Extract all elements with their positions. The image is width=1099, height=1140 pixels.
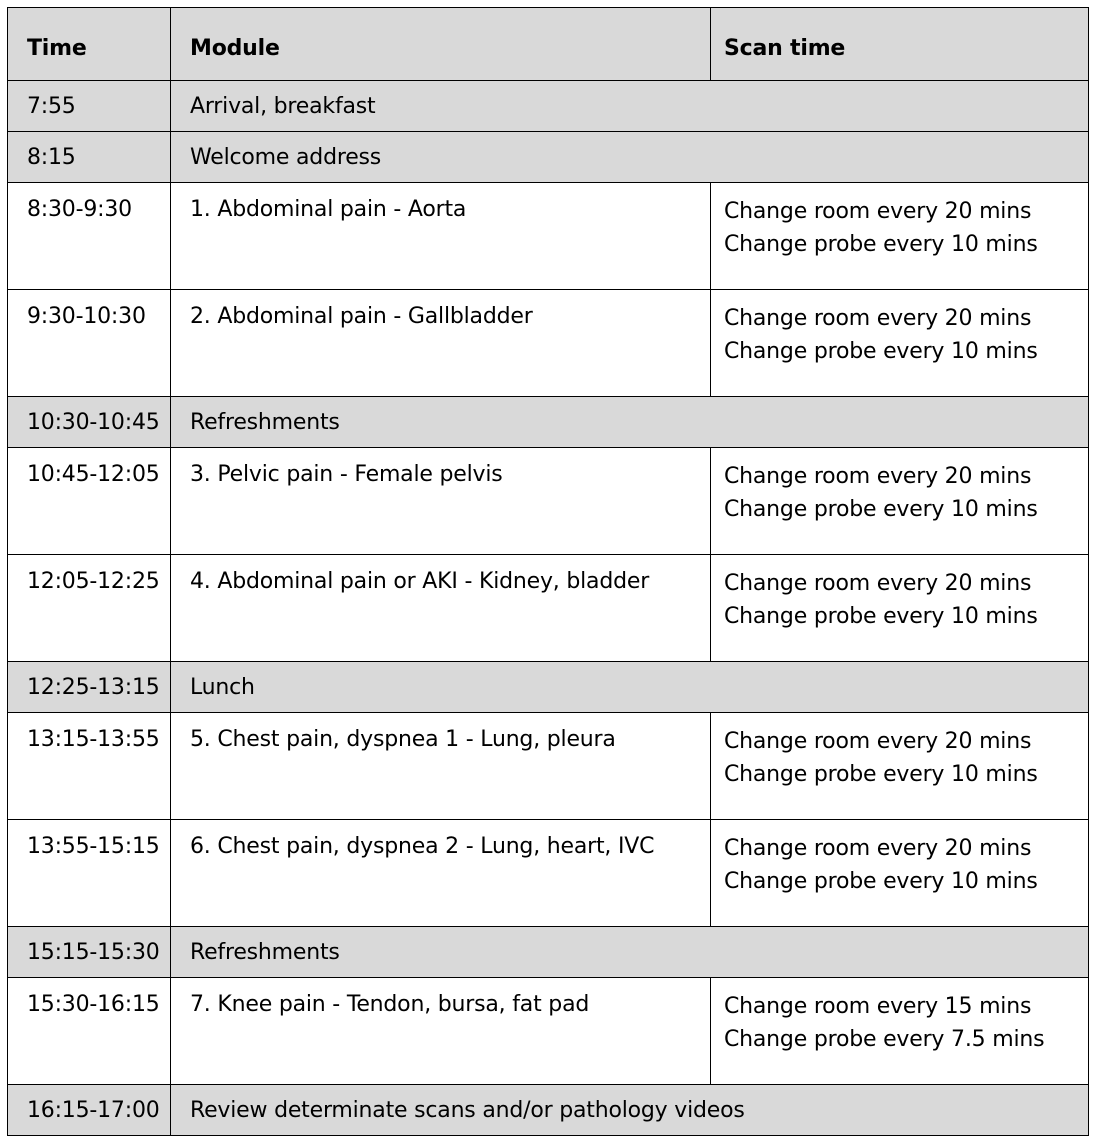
row-scan-time — [711, 290, 1089, 397]
table-header-row — [8, 8, 1089, 81]
row-time — [8, 132, 171, 183]
change-room-text: Change room every 20 mins — [724, 571, 1032, 596]
row-time — [8, 290, 171, 397]
change-probe-text: Change probe every 10 mins — [724, 339, 1038, 364]
module-row — [8, 820, 1089, 927]
break-row — [8, 927, 1089, 978]
break-label-text: Lunch — [190, 675, 255, 700]
row-module — [171, 290, 711, 397]
row-time — [8, 713, 171, 820]
row-break-label — [171, 81, 1089, 132]
row-break-label — [171, 397, 1089, 448]
change-room-text: Change room every 20 mins — [724, 306, 1032, 331]
row-break-label — [171, 662, 1089, 713]
break-row — [8, 662, 1089, 713]
module-text: 3. Pelvic pain - Female pelvis — [190, 462, 503, 487]
break-row — [8, 397, 1089, 448]
row-scan-time — [711, 978, 1089, 1085]
row-time — [8, 555, 171, 662]
time-text: 9:30-10:30 — [27, 304, 146, 329]
break-label-text: Welcome address — [190, 145, 382, 170]
change-probe-text: Change probe every 10 mins — [724, 869, 1038, 894]
change-room-text: Change room every 20 mins — [724, 729, 1032, 754]
change-probe-text: Change probe every 10 mins — [724, 762, 1038, 787]
module-row — [8, 183, 1089, 290]
schedule-table — [7, 7, 1089, 1136]
module-text: 5. Chest pain, dyspnea 1 - Lung, pleura — [190, 727, 616, 752]
header-scan-time: Scan time — [711, 8, 1089, 81]
header-module: Module — [171, 8, 711, 81]
header-time: Time — [8, 8, 171, 81]
module-text: 2. Abdominal pain - Gallbladder — [190, 304, 533, 329]
change-probe-text: Change probe every 7.5 mins — [724, 1027, 1045, 1052]
row-break-label — [171, 927, 1089, 978]
table-body — [8, 81, 1089, 1136]
time-text: 15:15-15:30 — [27, 940, 160, 965]
row-module — [171, 448, 711, 555]
module-row — [8, 555, 1089, 662]
row-time — [8, 1085, 171, 1136]
time-text: 7:55 — [27, 94, 76, 119]
row-module — [171, 978, 711, 1085]
row-module — [171, 555, 711, 662]
row-module — [171, 713, 711, 820]
time-text: 8:30-9:30 — [27, 197, 132, 222]
change-room-text: Change room every 20 mins — [724, 199, 1032, 224]
time-text: 12:25-13:15 — [27, 675, 160, 700]
row-scan-time — [711, 448, 1089, 555]
break-label-text: Arrival, breakfast — [190, 94, 376, 119]
module-row — [8, 290, 1089, 397]
row-time — [8, 662, 171, 713]
time-text: 10:30-10:45 — [27, 410, 160, 435]
break-label-text: Review determinate scans and/or pathology videos — [190, 1098, 745, 1123]
row-time — [8, 978, 171, 1085]
row-module — [171, 820, 711, 927]
row-time — [8, 81, 171, 132]
break-label-text: Refreshments — [190, 940, 340, 965]
row-scan-time — [711, 555, 1089, 662]
change-room-text: Change room every 15 mins — [724, 994, 1032, 1019]
break-row — [8, 1085, 1089, 1136]
break-label-text: Refreshments — [190, 410, 340, 435]
time-text: 13:15-13:55 — [27, 727, 160, 752]
break-row — [8, 132, 1089, 183]
module-text: 7. Knee pain - Tendon, bursa, fat pad — [190, 992, 590, 1017]
time-text: 15:30-16:15 — [27, 992, 160, 1017]
time-text: 12:05-12:25 — [27, 569, 160, 594]
row-time — [8, 448, 171, 555]
change-probe-text: Change probe every 10 mins — [724, 497, 1038, 522]
break-row — [8, 81, 1089, 132]
row-module — [171, 183, 711, 290]
row-scan-time — [711, 820, 1089, 927]
module-row — [8, 713, 1089, 820]
module-text: 1. Abdominal pain - Aorta — [190, 197, 467, 222]
row-time — [8, 397, 171, 448]
change-room-text: Change room every 20 mins — [724, 836, 1032, 861]
time-text: 8:15 — [27, 145, 76, 170]
row-time — [8, 927, 171, 978]
row-break-label — [171, 132, 1089, 183]
time-text: 13:55-15:15 — [27, 834, 160, 859]
module-text: 6. Chest pain, dyspnea 2 - Lung, heart, IVC — [190, 834, 655, 859]
change-probe-text: Change probe every 10 mins — [724, 232, 1038, 257]
module-text: 4. Abdominal pain or AKI - Kidney, bladder — [190, 569, 650, 594]
change-probe-text: Change probe every 10 mins — [724, 604, 1038, 629]
change-room-text: Change room every 20 mins — [724, 464, 1032, 489]
time-text: 16:15-17:00 — [27, 1098, 160, 1123]
row-break-label — [171, 1085, 1089, 1136]
row-scan-time — [711, 183, 1089, 290]
row-scan-time — [711, 713, 1089, 820]
module-row — [8, 978, 1089, 1085]
row-time — [8, 183, 171, 290]
time-text: 10:45-12:05 — [27, 462, 160, 487]
module-row — [8, 448, 1089, 555]
row-time — [8, 820, 171, 927]
